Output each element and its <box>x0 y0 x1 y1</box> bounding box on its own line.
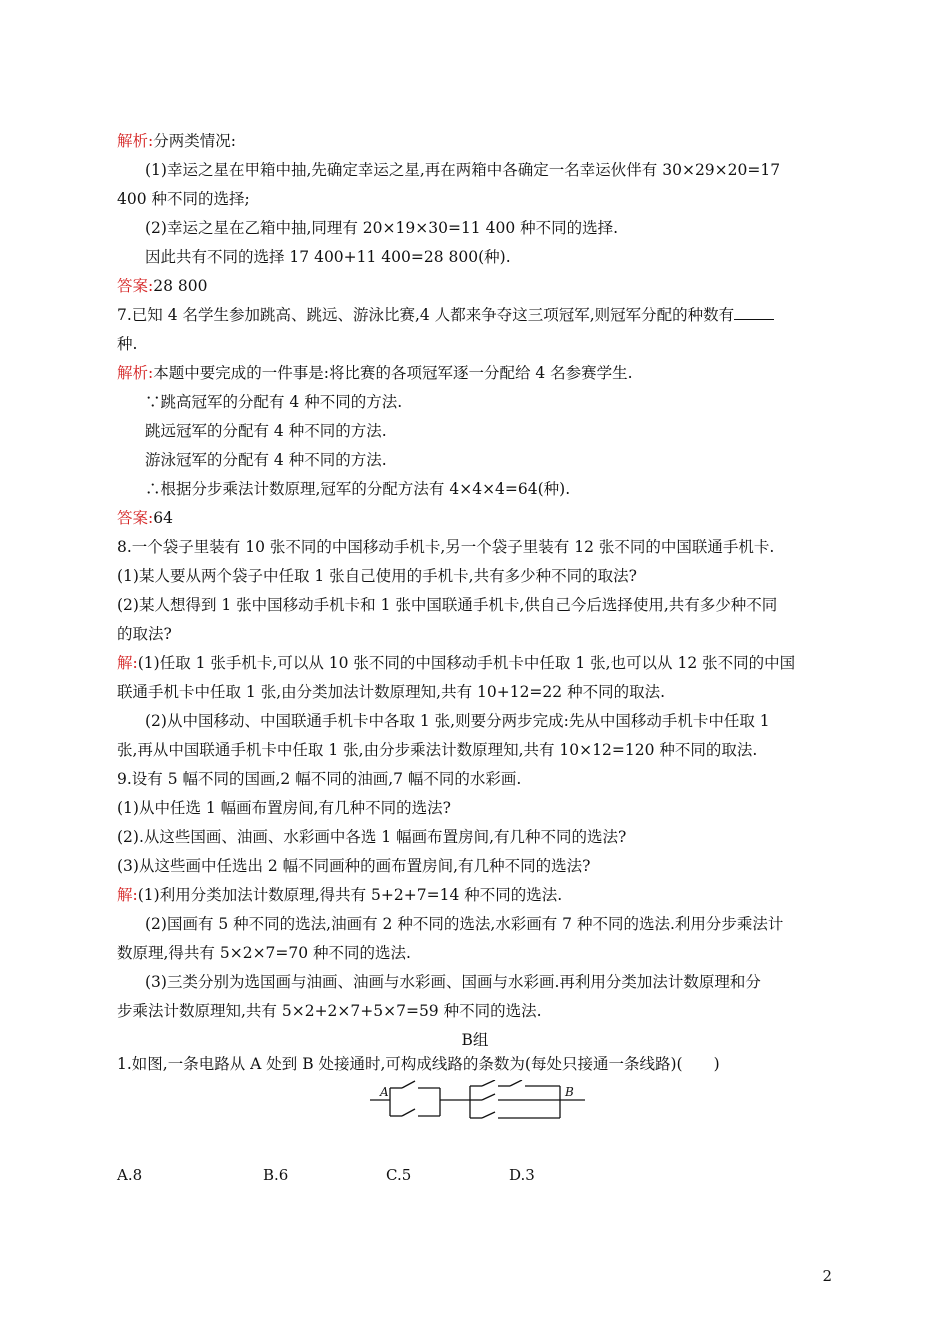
sol6-line-2: 400 种不同的选择; <box>117 190 250 208</box>
q8-line-1: 8.一个袋子里装有 10 张不同的中国移动手机卡,另一个袋子里装有 12 张不同的中国联通手机卡. <box>117 538 775 556</box>
q9-line-3: (2).从这些国画、油画、水彩画中各选 1 幅画布置房间,有几种不同的选法? <box>117 828 627 846</box>
q8-line-4: 的取法? <box>117 625 172 643</box>
q7-line-1: 7.已知 4 名学生参加跳高、跳远、游泳比赛,4 人都来争夺这三项冠军,则冠军分配的种数有 <box>117 305 837 325</box>
sol6-line-1: (1)幸运之星在甲箱中抽,先确定幸运之星,再在两箱中各确定一名幸运伙伴有 30×29×20=17 <box>145 161 781 179</box>
sol6-line-3: (2)幸运之星在乙箱中抽,同理有 20×19×30=11 400 种不同的选择. <box>145 219 619 237</box>
option-a: A.8 <box>117 1166 143 1184</box>
q8-sol-line-4: 张,再从中国联通手机卡中任取 1 张,由分步乘法计数原理知,共有 10×12=120 种不同的取法. <box>117 741 758 759</box>
q7-sol-line-0: 解析:本题中要完成的一件事是:将比赛的各项冠军逐一分配给 4 名参赛学生. <box>117 364 633 382</box>
group-b-q1: 1.如图,一条电路从 A 处到 B 处接通时,可构成线路的条数为(每处只接通一条线路)( ) <box>117 1055 720 1073</box>
q7-sol-line-3: 游泳冠军的分配有 4 种不同的方法. <box>145 451 387 469</box>
q7-answer: 答案:64 <box>117 509 173 527</box>
option-d: D.3 <box>509 1166 535 1184</box>
circuit-diagram <box>360 1080 590 1134</box>
circuit-label-b: B <box>565 1085 574 1099</box>
circuit-label-a: A <box>380 1085 389 1099</box>
sol6-line-0: 解析:分两类情况: <box>117 132 236 150</box>
sol6-answer: 答案:28 800 <box>117 277 208 295</box>
q8-sol-line-3: (2)从中国移动、中国联通手机卡中各取 1 张,则要分两步完成:先从中国移动手机卡中任取 1 <box>145 712 770 730</box>
q9-sol-line-4: (3)三类分别为选国画与油画、油画与水彩画、国画与水彩画.再利用分类加法计数原理和分 <box>145 973 761 991</box>
q7-sol-line-2: 跳远冠军的分配有 4 种不同的方法. <box>145 422 387 440</box>
q7-sol-line-4: ∴根据分步乘法计数原理,冠军的分配方法有 4×4×4=64(种). <box>145 480 571 498</box>
q8-line-2: (1)某人要从两个袋子中任取 1 张自己使用的手机卡,共有多少种不同的取法? <box>117 567 637 585</box>
q8-line-3: (2)某人想得到 1 张中国移动手机卡和 1 张中国联通手机卡,供自己今后选择使用,共有多少种不同 <box>117 596 778 614</box>
q9-sol-line-3: 数原理,得共有 5×2×7=70 种不同的选法. <box>117 944 411 962</box>
q9-sol-line-2: (2)国画有 5 种不同的选法,油画有 2 种不同的选法,水彩画有 7 种不同的选法.利用分步乘法计 <box>145 915 784 933</box>
option-b: B.6 <box>263 1166 289 1184</box>
q8-sol-line-1: 解:(1)任取 1 张手机卡,可以从 10 张不同的中国移动手机卡中任取 1 张,也可以从 12 张不同的中国 <box>117 654 796 672</box>
q7-sol-line-1: ∵跳高冠军的分配有 4 种不同的方法. <box>145 393 403 411</box>
q9-sol-line-5: 步乘法计数原理知,共有 5×2+2×7+5×7=59 种不同的选法. <box>117 1002 542 1020</box>
sol6-line-4: 因此共有不同的选择 17 400+11 400=28 800(种). <box>145 248 511 266</box>
q7-line-2: 种. <box>117 335 138 353</box>
option-c: C.5 <box>386 1166 412 1184</box>
page-number: 2 <box>822 1267 832 1285</box>
q9-line-1: 9.设有 5 幅不同的国画,2 幅不同的油画,7 幅不同的水彩画. <box>117 770 522 788</box>
group-b-title: B组 <box>461 1031 489 1049</box>
q9-line-4: (3)从这些画中任选出 2 幅不同画种的画布置房间,有几种不同的选法? <box>117 857 591 875</box>
q9-line-2: (1)从中任选 1 幅画布置房间,有几种不同的选法? <box>117 799 451 817</box>
q9-sol-line-1: 解:(1)利用分类加法计数原理,得共有 5+2+7=14 种不同的选法. <box>117 886 563 904</box>
q8-sol-line-2: 联通手机卡中任取 1 张,由分类加法计数原理知,共有 10+12=22 种不同的取法. <box>117 683 665 701</box>
answer-blank <box>734 305 774 320</box>
